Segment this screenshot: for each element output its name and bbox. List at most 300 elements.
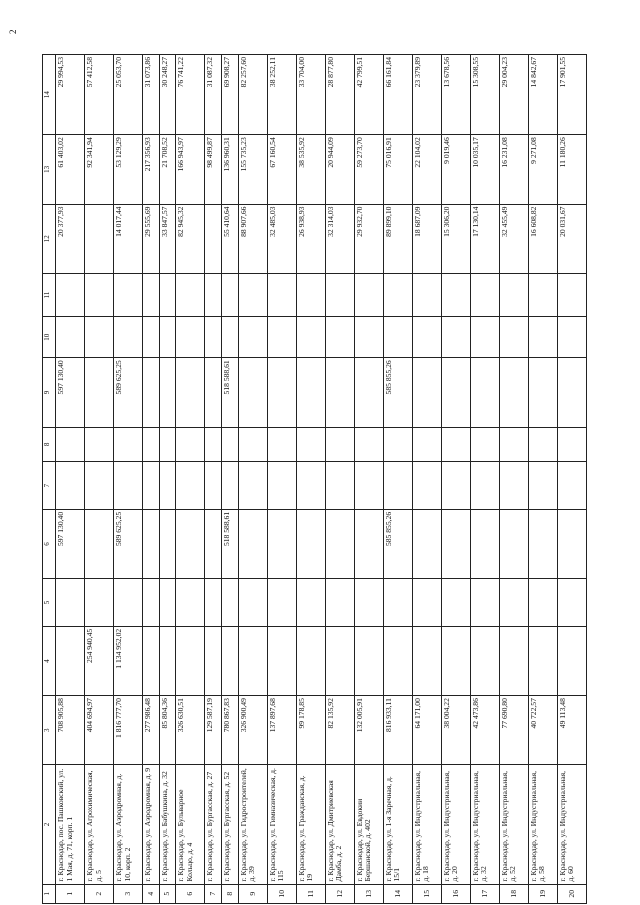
value-cell-c13: 166 943,97: [176, 135, 205, 204]
value-cell-c11: [441, 273, 470, 316]
table-row: [499, 55, 528, 904]
value-cell-c9: [159, 358, 176, 427]
value-cell-c10: [176, 317, 205, 358]
value-cell-c4: [56, 626, 85, 695]
value-cell-c6: [499, 509, 528, 578]
value-cell-c3: 1 816 777,70: [114, 696, 143, 765]
data-table: [42, 54, 587, 904]
value-cell-c5: [176, 579, 205, 627]
value-cell-c10: [412, 317, 441, 358]
value-cell-c6: [441, 509, 470, 578]
value-cell-c8: [222, 427, 239, 462]
value-cell-c10: [354, 317, 383, 358]
value-cell-c12: 26 938,93: [296, 204, 325, 273]
value-cell-c6: [557, 509, 586, 578]
address-cell: г. Краснодар, ул. Гидростроителей, д. 39: [238, 765, 267, 884]
address-cell: г. Краснодар, ул. Бабушкина, д. 32: [159, 765, 176, 884]
value-cell-c4: 254 940,45: [85, 626, 114, 695]
value-cell-c6: [205, 509, 222, 578]
value-cell-c7: [267, 462, 296, 510]
value-cell-c3: 132 005,91: [354, 696, 383, 765]
value-cell-c13: 11 180,26: [557, 135, 586, 204]
value-cell-c9: [325, 358, 354, 427]
value-cell-c12: 89 899,10: [383, 204, 412, 273]
value-cell-c11: [354, 273, 383, 316]
value-cell-c4: [441, 626, 470, 695]
column-header: 12: [43, 204, 56, 273]
value-cell-c7: [557, 462, 586, 510]
value-cell-c11: [528, 273, 557, 316]
value-cell-c12: [205, 204, 222, 273]
value-cell-c5: [56, 579, 85, 627]
value-cell-c5: [114, 579, 143, 627]
value-cell-c12: 82 945,32: [176, 204, 205, 273]
value-cell-c4: [296, 626, 325, 695]
value-cell-c13: 20 944,09: [325, 135, 354, 204]
column-header: 14: [43, 55, 56, 135]
value-cell-c8: [238, 427, 267, 462]
value-cell-c10: [159, 317, 176, 358]
value-cell-c7: [85, 462, 114, 510]
column-number-row: [43, 55, 56, 904]
value-cell-c13: 38 535,92: [296, 135, 325, 204]
value-cell-c5: [557, 579, 586, 627]
address-cell: г. Краснодар, ул. Индустриальная, д. 58: [528, 765, 557, 884]
value-cell-c5: [222, 579, 239, 627]
table-row: [143, 55, 160, 904]
value-cell-c14: 13 678,56: [441, 55, 470, 135]
value-cell-c6: [176, 509, 205, 578]
value-cell-c3: 85 804,36: [159, 696, 176, 765]
value-cell-c12: 29 932,70: [354, 204, 383, 273]
address-cell: г. Краснодар, ул. Гражданская, д. 19: [296, 765, 325, 884]
table-row: [176, 55, 205, 904]
address-cell: г. Краснодар, ул. Индустриальная, д. 32: [470, 765, 499, 884]
value-cell-c7: [222, 462, 239, 510]
row-number: 2: [85, 884, 114, 903]
value-cell-c3: 326 900,49: [238, 696, 267, 765]
value-cell-c14: 29 004,23: [499, 55, 528, 135]
value-cell-c7: [499, 462, 528, 510]
value-cell-c4: [383, 626, 412, 695]
value-cell-c13: 61 403,02: [56, 135, 85, 204]
value-cell-c5: [205, 579, 222, 627]
value-cell-c8: [412, 427, 441, 462]
value-cell-c13: 136 960,31: [222, 135, 239, 204]
value-cell-c4: [325, 626, 354, 695]
value-cell-c9: [143, 358, 160, 427]
value-cell-c8: [267, 427, 296, 462]
value-cell-c6: 597 130,40: [56, 509, 85, 578]
address-cell: г. Краснодар, ул. Бургасская, д. 27: [205, 765, 222, 884]
value-cell-c12: 32 314,03: [325, 204, 354, 273]
address-cell: г. Краснодар, ул. Индустриальная, д. 20: [441, 765, 470, 884]
value-cell-c13: 155 735,23: [238, 135, 267, 204]
row-number: 12: [325, 884, 354, 903]
table-row: [238, 55, 267, 904]
address-cell: г. Краснодар, ул. Индустриальная, д. 18: [412, 765, 441, 884]
value-cell-c10: [325, 317, 354, 358]
value-cell-c8: [499, 427, 528, 462]
value-cell-c10: [143, 317, 160, 358]
value-cell-c8: [557, 427, 586, 462]
value-cell-c3: 137 897,68: [267, 696, 296, 765]
value-cell-c14: 23 379,89: [412, 55, 441, 135]
value-cell-c10: [528, 317, 557, 358]
value-cell-c8: [325, 427, 354, 462]
value-cell-c6: [296, 509, 325, 578]
value-cell-c14: 25 053,70: [114, 55, 143, 135]
value-cell-c11: [85, 273, 114, 316]
value-cell-c14: 31 087,32: [205, 55, 222, 135]
row-number: 8: [222, 884, 239, 903]
value-cell-c9: [296, 358, 325, 427]
value-cell-c12: 16 608,82: [528, 204, 557, 273]
address-cell: г. Краснодар, ул. Евдокии Бершанской, д. 402: [354, 765, 383, 884]
value-cell-c9: [85, 358, 114, 427]
row-number: 15: [412, 884, 441, 903]
value-cell-c9: [267, 358, 296, 427]
value-cell-c3: 82 135,92: [325, 696, 354, 765]
value-cell-c11: [143, 273, 160, 316]
value-cell-c6: 585 855,26: [383, 509, 412, 578]
value-cell-c12: [85, 204, 114, 273]
value-cell-c11: [238, 273, 267, 316]
value-cell-c14: 33 704,00: [296, 55, 325, 135]
value-cell-c7: [441, 462, 470, 510]
value-cell-c6: [412, 509, 441, 578]
value-cell-c11: [176, 273, 205, 316]
value-cell-c14: 66 161,84: [383, 55, 412, 135]
value-cell-c5: [296, 579, 325, 627]
value-cell-c6: [159, 509, 176, 578]
row-number: 20: [557, 884, 586, 903]
value-cell-c12: 32 485,03: [267, 204, 296, 273]
value-cell-c11: [557, 273, 586, 316]
value-cell-c12: 88 907,66: [238, 204, 267, 273]
value-cell-c13: 98 499,87: [205, 135, 222, 204]
value-cell-c4: [354, 626, 383, 695]
value-cell-c11: [325, 273, 354, 316]
value-cell-c10: [441, 317, 470, 358]
value-cell-c4: [176, 626, 205, 695]
value-cell-c11: [267, 273, 296, 316]
row-number: 7: [205, 884, 222, 903]
value-cell-c3: 708 905,88: [56, 696, 85, 765]
value-cell-c12: 15 306,20: [441, 204, 470, 273]
value-cell-c12: 55 410,64: [222, 204, 239, 273]
address-cell: г. Краснодар, пос. Пашковский, ул. 1 Мая, д. 71, корп. 1: [56, 765, 85, 884]
value-cell-c11: [470, 273, 499, 316]
row-number: 14: [383, 884, 412, 903]
address-cell: г. Краснодар, ул. Бургасская, д. 52: [222, 765, 239, 884]
value-cell-c14: 30 248,27: [159, 55, 176, 135]
value-cell-c14: 28 877,80: [325, 55, 354, 135]
value-cell-c10: [470, 317, 499, 358]
value-cell-c3: 326 630,51: [176, 696, 205, 765]
value-cell-c3: 49 113,48: [557, 696, 586, 765]
value-cell-c11: [159, 273, 176, 316]
table-row: [222, 55, 239, 904]
row-number: 5: [159, 884, 176, 903]
value-cell-c12: 14 017,44: [114, 204, 143, 273]
value-cell-c10: [238, 317, 267, 358]
value-cell-c5: [267, 579, 296, 627]
value-cell-c8: [354, 427, 383, 462]
row-number: 10: [267, 884, 296, 903]
value-cell-c5: [354, 579, 383, 627]
value-cell-c13: 53 129,29: [114, 135, 143, 204]
value-cell-c13: 21 708,52: [159, 135, 176, 204]
value-cell-c4: [238, 626, 267, 695]
value-cell-c8: [56, 427, 85, 462]
value-cell-c11: [205, 273, 222, 316]
column-header: 1: [43, 884, 56, 903]
row-number: 11: [296, 884, 325, 903]
value-cell-c8: [143, 427, 160, 462]
table-row: [56, 55, 85, 904]
value-cell-c3: 277 986,48: [143, 696, 160, 765]
value-cell-c10: [56, 317, 85, 358]
value-cell-c7: [412, 462, 441, 510]
column-header: 11: [43, 273, 56, 316]
column-header: 4: [43, 626, 56, 695]
value-cell-c5: [159, 579, 176, 627]
value-cell-c13: 92 341,94: [85, 135, 114, 204]
value-cell-c9: [205, 358, 222, 427]
value-cell-c7: [159, 462, 176, 510]
table-row: [325, 55, 354, 904]
table-row: [159, 55, 176, 904]
value-cell-c9: [238, 358, 267, 427]
value-cell-c9: 597 130,40: [56, 358, 85, 427]
value-cell-c7: [354, 462, 383, 510]
value-cell-c9: [557, 358, 586, 427]
value-cell-c7: [56, 462, 85, 510]
value-cell-c12: 29 555,69: [143, 204, 160, 273]
value-cell-c9: [412, 358, 441, 427]
value-cell-c11: [56, 273, 85, 316]
value-cell-c7: [296, 462, 325, 510]
address-cell: г. Краснодар, ул. 1-я Заречная, д. 15/1: [383, 765, 412, 884]
row-number: 9: [238, 884, 267, 903]
value-cell-c4: [557, 626, 586, 695]
value-cell-c4: [222, 626, 239, 695]
address-cell: г. Краснодар, ул. Индустриальная, д. 52: [499, 765, 528, 884]
value-cell-c6: [528, 509, 557, 578]
value-cell-c3: 129 587,19: [205, 696, 222, 765]
table-row: [528, 55, 557, 904]
value-cell-c4: [143, 626, 160, 695]
value-cell-c11: [222, 273, 239, 316]
value-cell-c5: [470, 579, 499, 627]
value-cell-c7: [383, 462, 412, 510]
row-number: 13: [354, 884, 383, 903]
value-cell-c5: [325, 579, 354, 627]
value-cell-c9: [470, 358, 499, 427]
value-cell-c7: [176, 462, 205, 510]
value-cell-c14: 29 994,53: [56, 55, 85, 135]
row-number: 6: [176, 884, 205, 903]
column-header: 5: [43, 579, 56, 627]
value-cell-c9: [441, 358, 470, 427]
value-cell-c14: 76 741,22: [176, 55, 205, 135]
value-cell-c7: [114, 462, 143, 510]
value-cell-c8: [470, 427, 499, 462]
value-cell-c6: [143, 509, 160, 578]
value-cell-c10: [267, 317, 296, 358]
value-cell-c13: 75 016,91: [383, 135, 412, 204]
value-cell-c13: 9 271,08: [528, 135, 557, 204]
value-cell-c4: [528, 626, 557, 695]
column-header: 2: [43, 765, 56, 884]
value-cell-c3: 77 690,80: [499, 696, 528, 765]
address-cell: г. Краснодар, ул. Гимназическая, д. 115: [267, 765, 296, 884]
value-cell-c3: 42 473,86: [470, 696, 499, 765]
value-cell-c6: 518 588,61: [222, 509, 239, 578]
value-cell-c4: [412, 626, 441, 695]
value-cell-c7: [143, 462, 160, 510]
value-cell-c5: [441, 579, 470, 627]
value-cell-c3: 404 694,97: [85, 696, 114, 765]
value-cell-c13: 9 019,46: [441, 135, 470, 204]
value-cell-c4: [499, 626, 528, 695]
value-cell-c5: [528, 579, 557, 627]
value-cell-c6: [354, 509, 383, 578]
value-cell-c10: [296, 317, 325, 358]
value-cell-c8: [383, 427, 412, 462]
table-row: [85, 55, 114, 904]
value-cell-c14: 42 799,51: [354, 55, 383, 135]
value-cell-c8: [159, 427, 176, 462]
address-cell: г. Краснодар, ул. Аэродромная, д. 10, корп. 2: [114, 765, 143, 884]
value-cell-c12: 17 130,14: [470, 204, 499, 273]
value-cell-c8: [441, 427, 470, 462]
value-cell-c11: [296, 273, 325, 316]
value-cell-c9: 518 588,61: [222, 358, 239, 427]
value-cell-c14: 14 842,67: [528, 55, 557, 135]
value-cell-c6: [85, 509, 114, 578]
value-cell-c12: 33 847,57: [159, 204, 176, 273]
value-cell-c8: [114, 427, 143, 462]
value-cell-c3: 40 722,57: [528, 696, 557, 765]
value-cell-c8: [85, 427, 114, 462]
value-cell-c3: 99 178,85: [296, 696, 325, 765]
table-row: [557, 55, 586, 904]
value-cell-c6: 589 625,25: [114, 509, 143, 578]
value-cell-c4: [159, 626, 176, 695]
address-cell: г. Краснодар, ул. Дмитриевская Дамба, д. 2: [325, 765, 354, 884]
table-body: [56, 55, 587, 904]
value-cell-c13: 59 273,70: [354, 135, 383, 204]
table-row: [383, 55, 412, 904]
value-cell-c5: [238, 579, 267, 627]
value-cell-c7: [528, 462, 557, 510]
value-cell-c5: [143, 579, 160, 627]
value-cell-c5: [383, 579, 412, 627]
value-cell-c13: 22 104,02: [412, 135, 441, 204]
table-row: [470, 55, 499, 904]
value-cell-c8: [296, 427, 325, 462]
value-cell-c14: 82 257,60: [238, 55, 267, 135]
value-cell-c10: [85, 317, 114, 358]
row-number: 19: [528, 884, 557, 903]
value-cell-c10: [383, 317, 412, 358]
value-cell-c6: [267, 509, 296, 578]
column-header: 6: [43, 509, 56, 578]
value-cell-c9: [499, 358, 528, 427]
value-cell-c10: [222, 317, 239, 358]
value-cell-c4: 1 134 952,02: [114, 626, 143, 695]
column-header: 8: [43, 427, 56, 462]
value-cell-c9: 589 625,25: [114, 358, 143, 427]
value-cell-c9: [354, 358, 383, 427]
value-cell-c3: 816 933,11: [383, 696, 412, 765]
value-cell-c6: [325, 509, 354, 578]
table-row: [441, 55, 470, 904]
value-cell-c9: [176, 358, 205, 427]
value-cell-c11: [412, 273, 441, 316]
table-row: [267, 55, 296, 904]
value-cell-c5: [85, 579, 114, 627]
column-header: 13: [43, 135, 56, 204]
value-cell-c10: [114, 317, 143, 358]
column-header: 3: [43, 696, 56, 765]
value-cell-c12: 18 687,09: [412, 204, 441, 273]
row-number: 16: [441, 884, 470, 903]
table-row: [354, 55, 383, 904]
value-cell-c13: 217 356,93: [143, 135, 160, 204]
value-cell-c11: [383, 273, 412, 316]
table-row: [205, 55, 222, 904]
value-cell-c10: [499, 317, 528, 358]
value-cell-c6: [238, 509, 267, 578]
value-cell-c11: [499, 273, 528, 316]
value-cell-c5: [499, 579, 528, 627]
row-number: 1: [56, 884, 85, 903]
value-cell-c4: [267, 626, 296, 695]
value-cell-c3: 38 004,22: [441, 696, 470, 765]
value-cell-c4: [205, 626, 222, 695]
value-cell-c9: [528, 358, 557, 427]
value-cell-c3: 64 171,00: [412, 696, 441, 765]
value-cell-c8: [205, 427, 222, 462]
address-cell: г. Краснодар, ул. Индустриальная, д. 60: [557, 765, 586, 884]
address-cell: г. Краснодар, ул. Агрохимическая, д. 5: [85, 765, 114, 884]
row-number: 17: [470, 884, 499, 903]
value-cell-c6: [470, 509, 499, 578]
value-cell-c14: 57 412,58: [85, 55, 114, 135]
column-header: 7: [43, 462, 56, 510]
value-cell-c7: [325, 462, 354, 510]
value-cell-c10: [205, 317, 222, 358]
value-cell-c12: 20 031,67: [557, 204, 586, 273]
value-cell-c13: 67 160,54: [267, 135, 296, 204]
value-cell-c10: [557, 317, 586, 358]
value-cell-c8: [176, 427, 205, 462]
value-cell-c14: 17 901,55: [557, 55, 586, 135]
value-cell-c12: 20 377,93: [56, 204, 85, 273]
value-cell-c14: 15 308,55: [470, 55, 499, 135]
address-cell: г. Краснодар, ул. Бульварное Кольцо, д. 4: [176, 765, 205, 884]
value-cell-c7: [470, 462, 499, 510]
value-cell-c13: 10 035,17: [470, 135, 499, 204]
value-cell-c14: 69 908,27: [222, 55, 239, 135]
value-cell-c7: [238, 462, 267, 510]
value-cell-c14: 31 073,86: [143, 55, 160, 135]
table-row: [114, 55, 143, 904]
value-cell-c14: 38 252,11: [267, 55, 296, 135]
